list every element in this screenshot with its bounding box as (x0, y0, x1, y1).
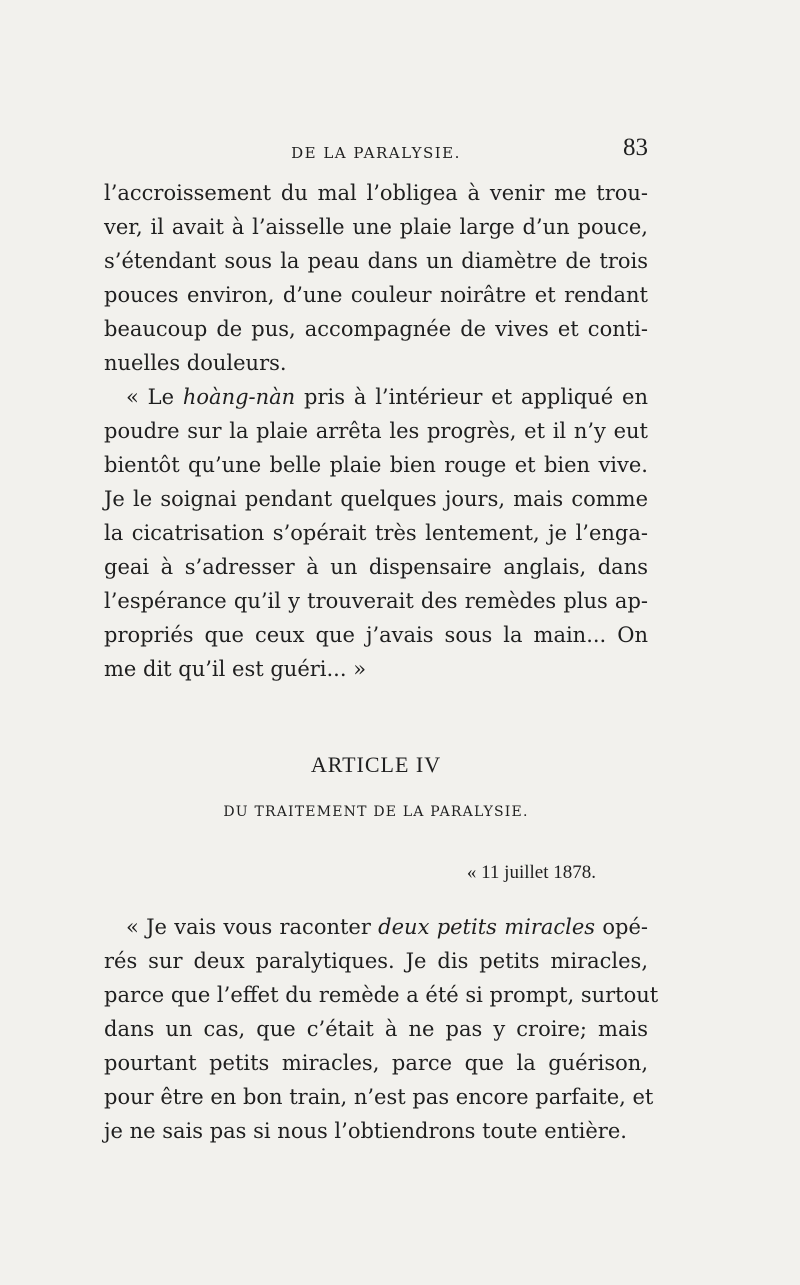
text-line: geai à s’adresser à un dispensaire anglais, dans (104, 555, 648, 579)
text-span: pris à l’intérieur et appliqué en (304, 385, 648, 409)
text-line: pour être en bon train, n’est pas encore parfaite, et (104, 1085, 654, 1109)
text-span: « Je vais vous raconter (126, 915, 371, 939)
paragraph-1 (104, 176, 648, 380)
text-line: s’étendant sous la peau dans un diamètre de trois (104, 249, 648, 273)
text-line: nuelles douleurs. (104, 351, 287, 375)
paragraph-3 (104, 910, 659, 1148)
text-line: rés sur deux paralytiques. Je dis petits miracles, (104, 949, 648, 973)
text-line: beaucoup de pus, accompagnée de vives et conti- (104, 317, 648, 341)
article-title: ARTICLE IV (310, 752, 442, 777)
section-title: DU TRAITEMENT DE LA PARALYSIE. (223, 804, 529, 820)
italic-term: hoàng-nàn (182, 385, 296, 409)
text-line: parce que l’effet du remède a été si prompt, surtout (104, 983, 659, 1007)
text-line: l’espérance qu’il y trouverait des remèdes plus ap- (104, 589, 648, 613)
italic-phrase: deux petits miracles (378, 915, 596, 939)
text-line: bientôt qu’une belle plaie bien rouge et bien vive. (104, 453, 648, 477)
text-line: me dit qu’il est guéri... » (104, 657, 367, 681)
text-line: ver, il avait à l’aisselle une plaie large d’un pouce, (104, 215, 648, 239)
text-line: Je le soignai pendant quelques jours, mais comme (104, 487, 648, 511)
text-line: pouces environ, d’une couleur noirâtre et rendant (104, 283, 648, 307)
text-line: propriés que ceux que j’avais sous la main... On (104, 623, 648, 647)
page-header (104, 134, 648, 168)
letter-date: « 11 juillet 1878. (466, 862, 596, 883)
running-title: DE LA PARALYSIE. (291, 144, 461, 162)
text-line: la cicatrisation s’opérait très lentement, je l’enga- (104, 521, 648, 545)
text-line (104, 910, 648, 944)
text-line: je ne sais pas si nous l’obtiendrons toute entière. (104, 1119, 627, 1143)
text-line: l’accroissement du mal l’obligea à venir me trou- (104, 181, 648, 205)
text-line (104, 380, 648, 414)
paragraph-2 (104, 380, 648, 686)
text-line: pourtant petits miracles, parce que la guérison, (104, 1051, 648, 1075)
text-span: « Le (126, 385, 175, 409)
text-span: opé- (602, 915, 648, 939)
text-line: poudre sur la plaie arrêta les progrès, et il n’y eut (104, 419, 648, 443)
page-number: 83 (623, 134, 648, 161)
text-line: dans un cas, que c’était à ne pas y croire; mais (104, 1017, 648, 1041)
